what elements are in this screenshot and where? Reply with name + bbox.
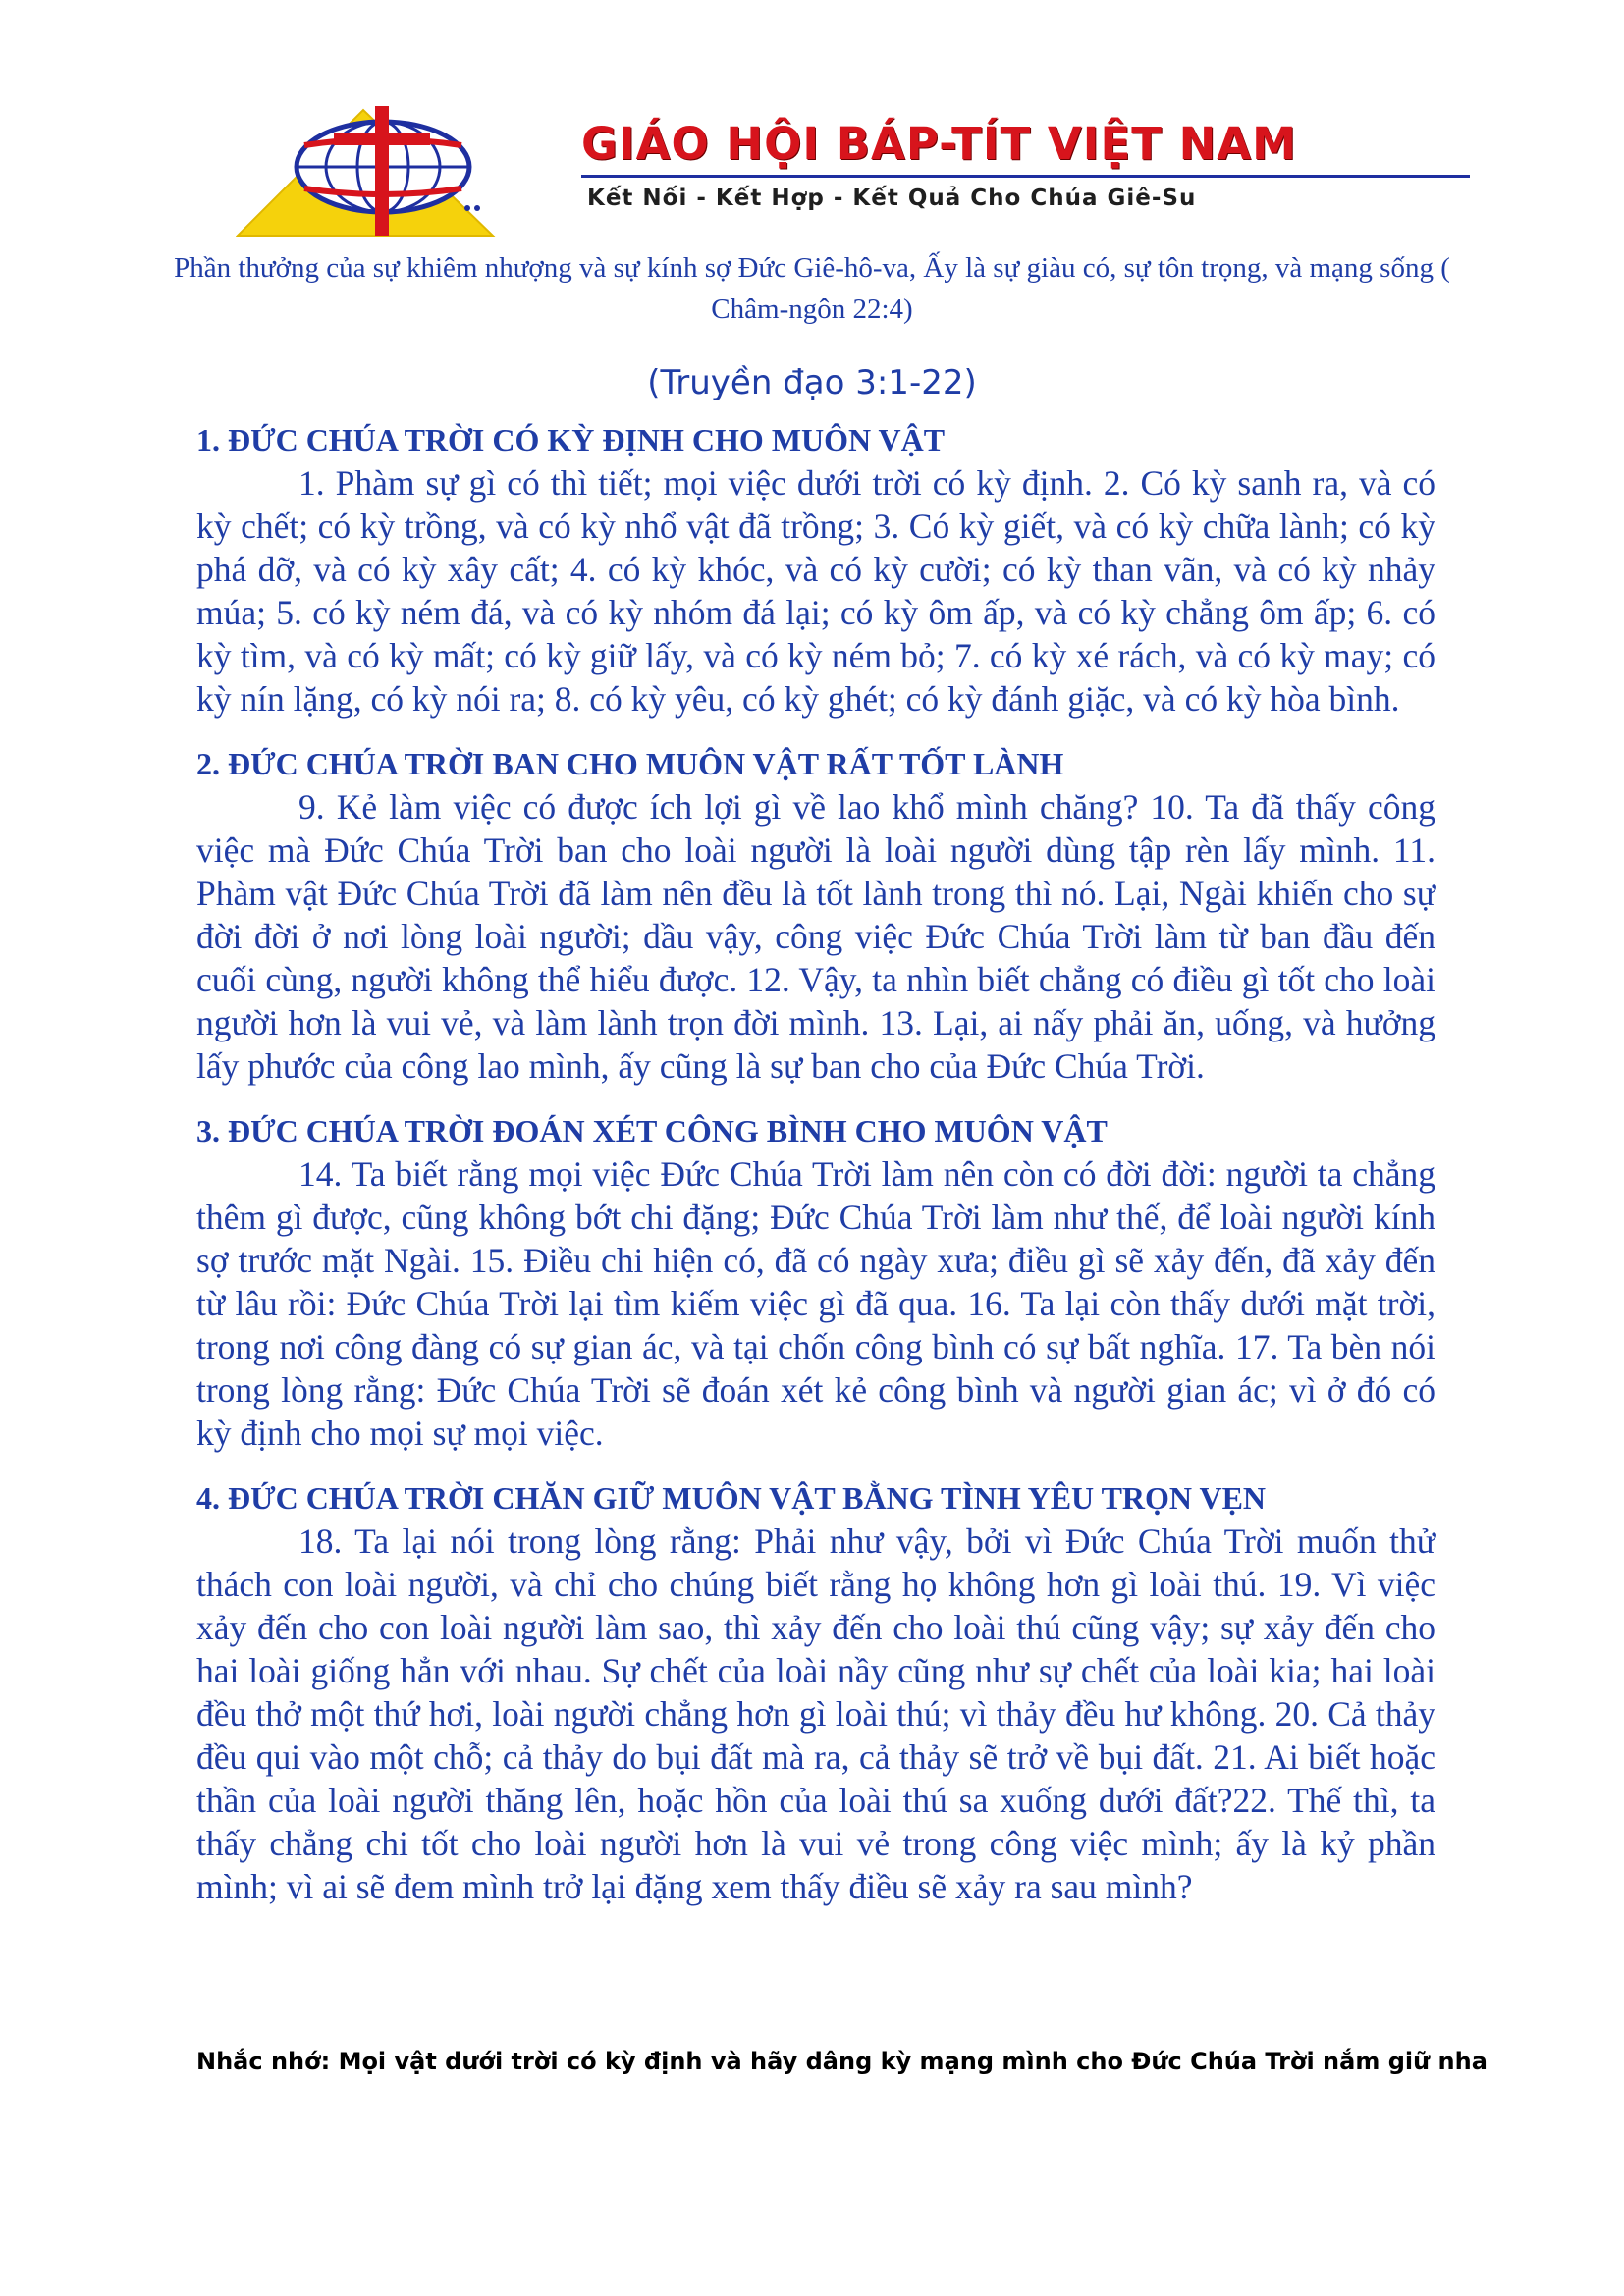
reminder-note: Nhắc nhớ: Mọi vật dưới trời có kỳ định và hãy dâng kỳ mạng mình cho Đức Chúa Trời nắm giữ nha (196, 2048, 1488, 2075)
org-name: GIÁO HỘI BÁP-TÍT VIỆT NAM (581, 118, 1297, 170)
section-body: 14. Ta biết rằng mọi việc Đức Chúa Trời làm nên còn có đời đời: người ta chẳng thêm gì được, cũng không bớt chi đặng; Đức Chúa Trời làm như thế, để loài người kính sợ trước mặt Ngài. 15. Điều chi hiện có, đã có ngày xưa; điều gì sẽ xảy đến, đã xảy đến từ lâu rồi: Đức Chúa Trời lại tìm kiếm việc gì đã qua. 16. Ta lại còn thấy dưới mặt trời, trong nơi công đàng có sự gian ác, và tại chốn công bình có sự bất nghĩa. 17. Ta bèn nói trong lòng rằng: Đức Chúa Trời sẽ đoán xét kẻ công bình và người gian ác; vì ở đó có kỳ định cho mọi sự mọi việc. (196, 1154, 1435, 1453)
section-body: 9. Kẻ làm việc có được ích lợi gì về lao khổ mình chăng? 10. Ta đã thấy công việc mà Đức Chúa Trời ban cho loài người là loài người dùng tập rèn lấy mình. 11. Phàm vật Đức Chúa Trời đã làm nên đều là tốt lành trong thì nó. Lại, Ngài khiến cho sự đời đời ở nơi lòng loài người; dầu vậy, công việc Đức Chúa Trời làm từ ban đầu đến cuối cùng, người không thể hiểu được. 12. Vậy, ta nhìn biết chẳng có điều gì tốt cho loài người hơn là vui vẻ, và làm lành trọn đời mình. 13. Lại, ai nấy phải ăn, uống, và hưởng lấy phước của công lao mình, ấy cũng là sự ban cho của Đức Chúa Trời. (196, 787, 1435, 1086)
section-heading: 3. ĐỨC CHÚA TRỜI ĐOÁN XÉT CÔNG BÌNH CHO MUÔN VẬT (196, 1113, 1108, 1148)
scripture-reference: (Truyền đạo 3:1-22) (647, 363, 977, 402)
proverb-subtitle: Phần thưởng của sự khiêm nhượng và sự kính sợ Đức Giê-hô-va, Ấy là sự giàu có, sự tôn trọng, và mạng sống ( Châm-ngôn 22:4) (174, 252, 1450, 325)
org-tagline: Kết Nối - Kết Hợp - Kết Quả Cho Chúa Giê-Su (587, 186, 1197, 211)
section-heading: 1. ĐỨC CHÚA TRỜI CÓ KỲ ĐỊNH CHO MUÔN VẬT (196, 422, 946, 457)
header-divider (581, 175, 1470, 178)
section-body: 18. Ta lại nói trong lòng rằng: Phải như vậy, bởi vì Đức Chúa Trời muốn thử thách con loài người, và chỉ cho chúng biết rằng họ không hơn gì loài thú. 19. Vì việc xảy đến cho con loài người làm sao, thì xảy đến cho loài thú cũng vậy; sự xảy đến cho hai loài giống hẳn với nhau. Sự chết của loài nầy cũng như sự chết của loài kia; hai loài đều thở một thứ hơi, loài người chẳng hơn gì loài thú; vì thảy đều hư không. 20. Cả thảy đều qui vào một chỗ; cả thảy do bụi đất mà ra, cả thảy sẽ trở về bụi đất. 21. Ai biết hoặc thần của loài người thăng lên, hoặc hồn của loài thú sa xuống dưới đất?22. Thế thì, ta thấy chẳng chi tốt cho loài người hơn là vui vẻ trong công việc mình; ấy là kỷ phần mình; vì ai sẽ đem mình trở lại đặng xem thấy điều sẽ xảy ra sau mình? (196, 1522, 1435, 1906)
sermon-content (196, 418, 1435, 1930)
section-heading: 2. ĐỨC CHÚA TRỜI BAN CHO MUÔN VẬT RẤT TỐT LÀNH (196, 746, 1064, 781)
section-body: 1. Phàm sự gì có thì tiết; mọi việc dưới trời có kỳ định. 2. Có kỳ sanh ra, và có kỳ chết; có kỳ trồng, và có kỳ nhổ vật đã trồng; 3. Có kỳ giết, và có kỳ chữa lành; có kỳ phá dỡ, và có kỳ xây cất; 4. có kỳ khóc, và có kỳ cười; có kỳ than vãn, và có kỳ nhảy múa; 5. có kỳ ném đá, và có kỳ nhóm đá lại; có kỳ ôm ấp, và có kỳ chẳng ôm ấp; 6. có kỳ tìm, và có kỳ mất; có kỳ giữ lấy, và có kỳ ném bỏ; 7. có kỳ xé rách, và có kỳ may; có kỳ nín lặng, có kỳ nói ra; 8. có kỳ yêu, có kỳ ghét; có kỳ đánh giặc, và có kỳ hòa bình. (196, 463, 1435, 719)
church-logo-icon (236, 106, 556, 238)
letterhead (0, 0, 1624, 245)
section-heading: 4. ĐỨC CHÚA TRỜI CHĂN GIỮ MUÔN VẬT BẰNG TÌNH YÊU TRỌN VẸN (196, 1480, 1267, 1516)
